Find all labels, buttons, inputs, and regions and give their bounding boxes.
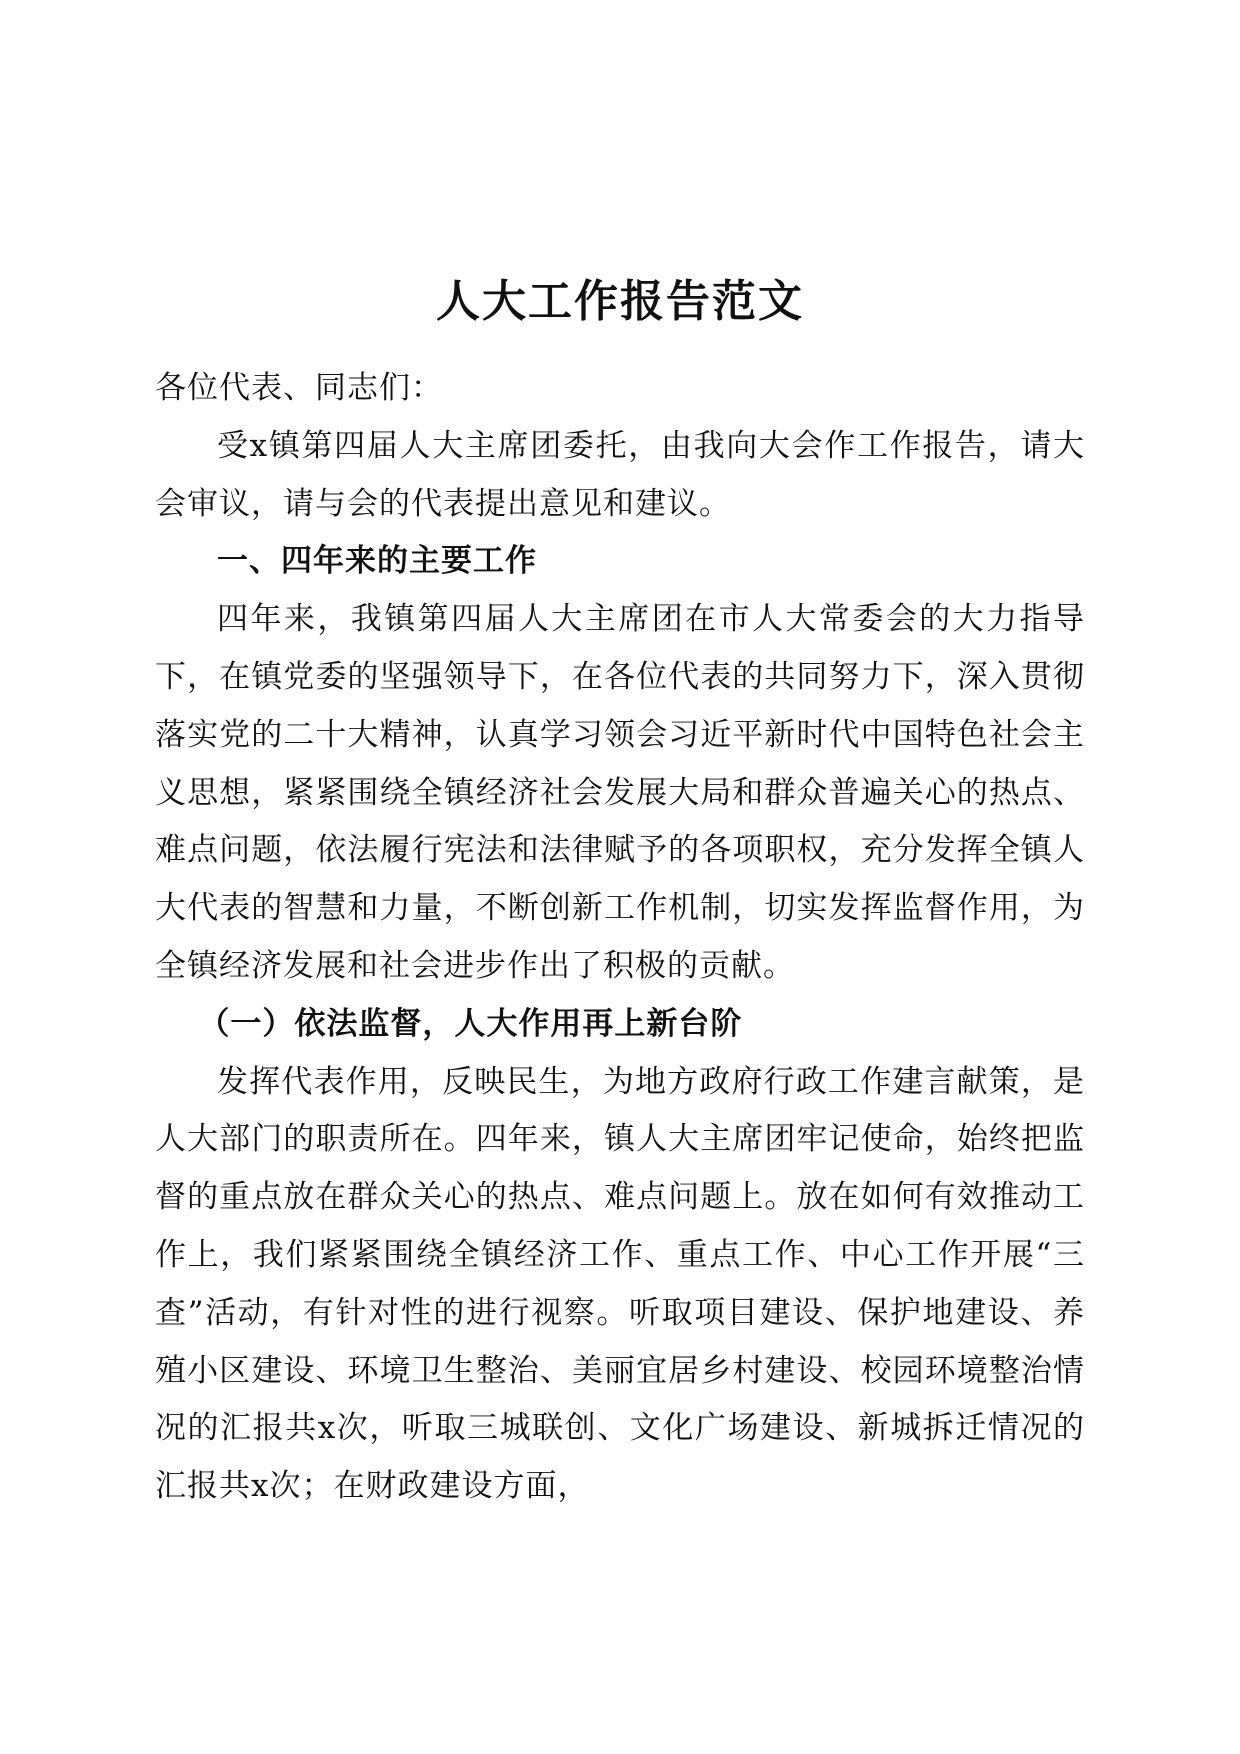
subsection-heading-supervision: （一）依法监督，人大作用再上新台阶	[198, 1005, 743, 1042]
section-paragraph-main-work: 四年来，我镇第四届人大主席团在市人大常委会的大力指导下，在镇党委的坚强领导下，在各位代表的共同努力下，深入贯彻落实党的二十大精神，认真学习领会习近平新时代中国特色社会主义思想，紧紧围绕全镇经济社会发展大局和群众普遍关心的热点、难点问题，依法履行宪法和法律赋予的各项职权，充分发挥全镇人大代表的智慧和力量，不断创新工作机制，切实发挥监督作用，为全镇经济发展和社会进步作出了积极的贡献。	[155, 601, 1085, 984]
section-heading-main-work: 一、四年来的主要工作	[217, 543, 537, 580]
document-body	[155, 360, 1085, 1516]
subsection-paragraph-supervision: 发挥代表作用，反映民生，为地方政府行政工作建言献策，是人大部门的职责所在。四年来，镇人大主席团牢记使命，始终把监督的重点放在群众关心的热点、难点问题上。放在如何有效推动工作上，我们紧紧围绕全镇经济工作、重点工作、中心工作开展“三查”活动，有针对性的进行视察。听取项目建设、保护地建设、养殖小区建设、环境卫生整治、美丽宜居乡村建设、校园环境整治情况的汇报共x次，听取三城联创、文化广场建设、新城拆迁情况的汇报共x次；在财政建设方面，	[155, 1063, 1085, 1505]
intro-paragraph: 受x镇第四届人大主席团委托，由我向大会作工作报告，请大会审议，请与会的代表提出意见和建议。	[155, 427, 1085, 522]
document-title: 人大工作报告范文	[436, 276, 804, 327]
salutation: 各位代表、同志们：	[155, 370, 443, 406]
